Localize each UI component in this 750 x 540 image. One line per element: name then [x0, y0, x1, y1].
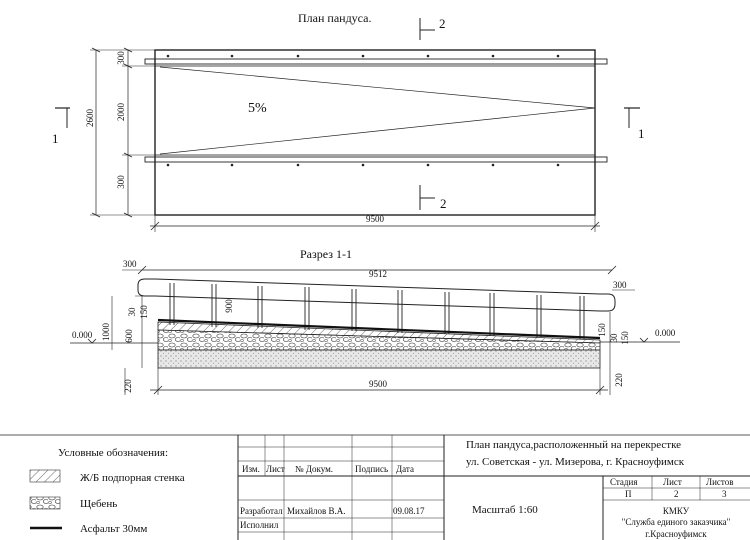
plan-dimensions-vertical: [85, 48, 155, 217]
svg-text:300: 300: [123, 259, 137, 269]
svg-text:220: 220: [123, 379, 133, 393]
handrail: [138, 279, 615, 311]
section-marker-2-top: [420, 16, 446, 40]
svg-text:0.000: 0.000: [72, 330, 93, 340]
svg-text:300: 300: [116, 175, 126, 189]
base-layer: [158, 350, 600, 368]
svg-text:1: 1: [638, 126, 645, 141]
svg-text:9500: 9500: [366, 214, 384, 224]
developed-date: 09.08.17: [393, 506, 425, 516]
col-izm: Изм.: [242, 464, 260, 474]
svg-text:2: 2: [439, 16, 446, 31]
section-dimension-rail: [122, 259, 635, 290]
svg-text:220: 220: [614, 373, 624, 387]
sheet-value: 2: [674, 489, 679, 499]
section-marker-1-right: [624, 108, 645, 141]
svg-text:300: 300: [116, 51, 126, 65]
stage-value: П: [625, 489, 632, 499]
scale-label: Масштаб 1:60: [472, 504, 538, 516]
stage-label: Стадия: [610, 477, 638, 487]
col-list: Лист: [266, 464, 285, 474]
svg-text:300: 300: [613, 280, 627, 290]
svg-text:150: 150: [620, 331, 630, 345]
developed-name: Михайлов В.А.: [287, 506, 346, 516]
org-line2: "Служба единого заказчика": [621, 517, 731, 527]
developed-label: Разработал: [240, 506, 283, 516]
svg-text:1: 1: [52, 131, 59, 146]
org-line1: КМКУ: [662, 506, 690, 516]
project-title-line2: ул. Советская - ул. Мизерова, г. Красноуфимск: [466, 456, 685, 468]
svg-text:150: 150: [597, 323, 607, 337]
col-sign: Подпись: [355, 464, 389, 474]
col-date: Дата: [396, 464, 414, 474]
section-dimensions-right: [597, 312, 630, 395]
svg-text:150: 150: [139, 305, 149, 319]
plan-ramp-surface: [155, 66, 595, 155]
svg-text:900: 900: [224, 299, 234, 313]
executed-label: Исполнил: [240, 520, 279, 530]
slope-label: 5%: [248, 101, 267, 116]
sheets-label: Листов: [706, 477, 734, 487]
legend-wall-label: Ж/Б подпорная стенка: [80, 472, 185, 484]
org-line3: г.Красноуфимск: [645, 529, 707, 539]
svg-text:9500: 9500: [369, 379, 387, 389]
legend-wall-swatch: [30, 470, 60, 482]
section-marker-1-left: [52, 108, 70, 146]
legend-gravel-swatch: [30, 497, 60, 509]
svg-text:600: 600: [124, 329, 134, 343]
svg-text:2600: 2600: [85, 109, 95, 127]
plan-outline: [155, 50, 595, 215]
slope-arrow: [160, 67, 595, 154]
svg-text:2000: 2000: [116, 103, 126, 121]
project-title-line1: План пандуса,расположенный на перекрестке: [466, 439, 682, 451]
svg-text:9512: 9512: [369, 269, 387, 279]
svg-text:0.000: 0.000: [655, 328, 676, 338]
legend-gravel-label: Щебень: [80, 498, 118, 510]
sheet-label: Лист: [663, 477, 682, 487]
legend-title: Условные обозначения:: [58, 447, 169, 459]
col-doc: № Докум.: [295, 464, 334, 474]
svg-text:30: 30: [609, 333, 619, 343]
sheets-value: 3: [722, 489, 727, 499]
plan-rail-bottom: [145, 157, 607, 162]
legend-asphalt-label: Асфальт 30мм: [80, 523, 148, 535]
section-dimension-length: [150, 368, 608, 395]
svg-text:1000: 1000: [101, 323, 111, 341]
svg-text:2: 2: [440, 196, 447, 211]
plan-dimension-length: [150, 214, 600, 232]
plan-rail-top: [145, 59, 607, 64]
plan-title: План пандуса.: [298, 11, 372, 25]
svg-text:30: 30: [127, 307, 137, 317]
section-title: Разрез 1-1: [300, 247, 352, 261]
section-marker-2-bottom: [420, 185, 447, 211]
ground-level-left: [70, 330, 158, 343]
plan-posts: [167, 55, 560, 167]
